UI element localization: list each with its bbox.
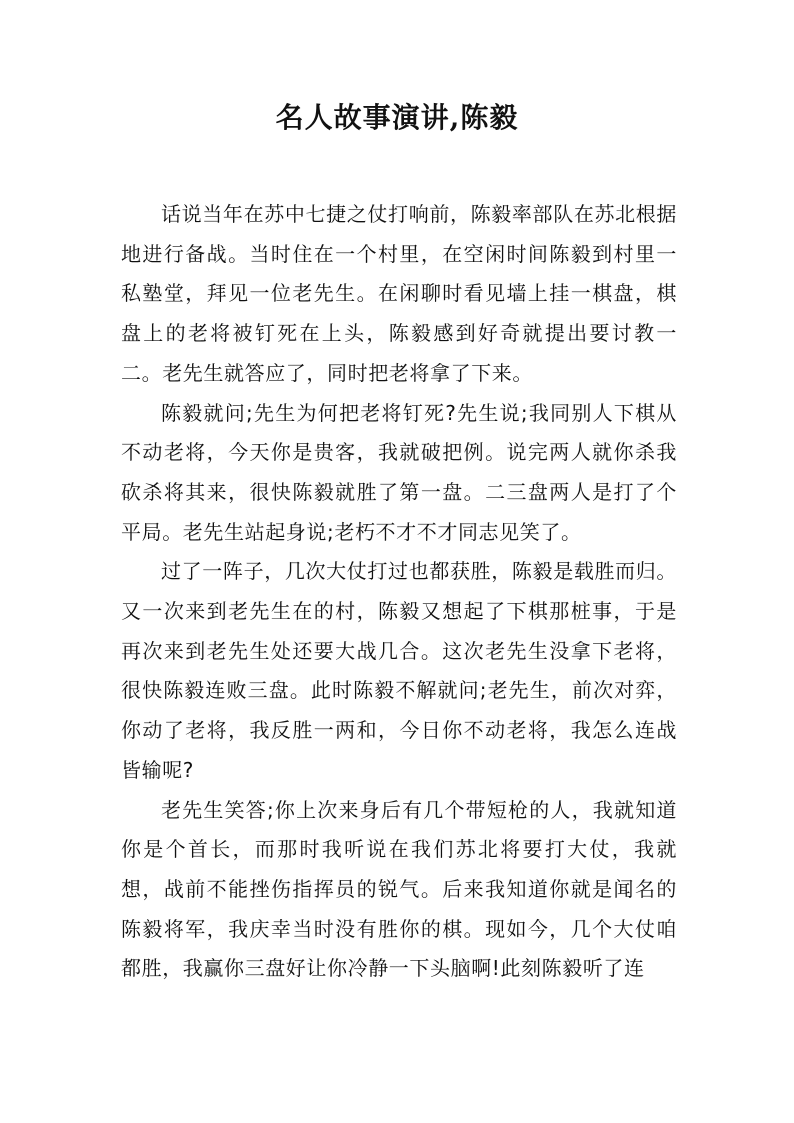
- paragraph: 老先生笑答;你上次来身后有几个带短枪的人，我就知道你是个首长，而那时我听说在我们苏北将要打大仗，我就想，战前不能挫伤指挥员的锐气。后来我知道你就是闻名的陈毅将军，我庆幸当时没有胜你的棋。现如今，几个大仗咱都胜，我赢你三盘好让你冷静一下头脑啊!此刻陈毅听了连: [121, 797, 677, 981]
- paragraph: 话说当年在苏中七捷之仗打响前，陈毅率部队在苏北根据地进行备战。当时住在一个村里，在空闲时间陈毅到村里一私塾堂，拜见一位老先生。在闲聊时看见墙上挂一棋盘，棋盘上的老将被钉死在上头，陈毅感到好奇就提出要讨教一二。老先生就答应了，同时把老将拿了下来。: [121, 202, 677, 385]
- paragraph: 陈毅就问;先生为何把老将钉死?先生说;我同别人下棋从不动老将，今天你是贵客，我就破把例。说完两人就你杀我砍杀将其来，很快陈毅就胜了第一盘。二三盘两人是打了个平局。老先生站起身说;老朽不才不才同志见笑了。: [121, 400, 677, 544]
- paragraph: 过了一阵子，几次大仗打过也都获胜，陈毅是载胜而归。又一次来到老先生在的村，陈毅又想起了下棋那桩事，于是再次来到老先生处还要大战几合。这次老先生没拿下老将，很快陈毅连败三盘。此时陈毅不解就问;老先生，前次对弈，你动了老将，我反胜一两和，今日你不动老将，我怎么连战皆输呢?: [121, 559, 677, 782]
- document-body: [121, 195, 677, 989]
- document-title: 名人故事演讲,陈毅: [275, 101, 519, 134]
